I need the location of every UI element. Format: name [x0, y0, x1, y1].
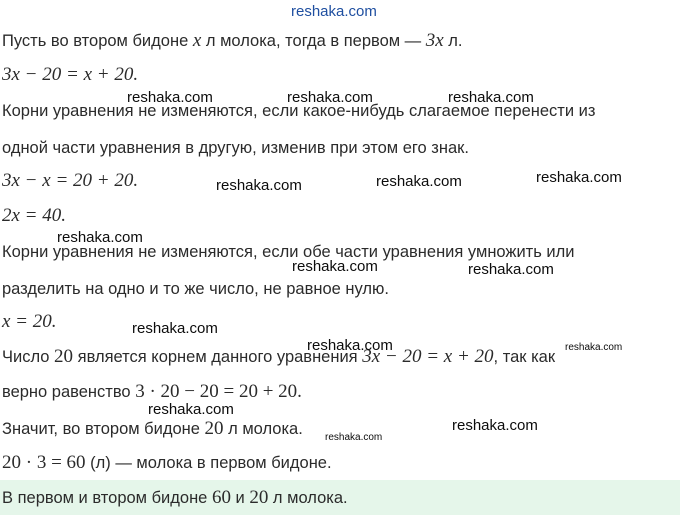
math-expr: 3x − 20 = x + 20	[362, 346, 494, 367]
text-line-11	[2, 382, 302, 402]
math-number: 20	[204, 418, 224, 439]
equation-1: 3x − 20 = x + 20.	[2, 64, 139, 85]
math-expr: 3 · 20 − 20 = 20 + 20.	[135, 381, 302, 402]
text: л молока.	[268, 489, 348, 507]
watermark: reshaka.com	[468, 261, 554, 278]
text: , так как	[493, 348, 556, 366]
answer-box	[0, 480, 680, 515]
text: (л) — молока в первом бидоне.	[85, 454, 332, 472]
text-line-13	[2, 453, 332, 473]
text: л.	[443, 32, 463, 50]
equation-2: 3x − x = 20 + 20.	[2, 170, 139, 191]
text-line-7: Корни уравнения не изменяются, если обе части уравнения умножить или	[2, 243, 575, 261]
math-expr: 3x	[425, 30, 444, 51]
text: В первом и втором бидоне	[2, 489, 212, 507]
equation-3: 2x = 40.	[2, 205, 67, 226]
watermark: reshaka.com	[292, 258, 378, 275]
math-expr: 20 · 3 = 60	[2, 452, 86, 473]
text: л молока, тогда в первом —	[201, 32, 426, 50]
watermark: reshaka.com	[448, 89, 534, 106]
text: является корнем данного уравнения	[73, 348, 363, 366]
text: верно равенство	[2, 383, 136, 401]
text: Число	[2, 348, 55, 366]
watermark: reshaka.com	[565, 342, 623, 353]
text-line-10	[2, 347, 555, 367]
watermark: reshaka.com	[216, 177, 302, 194]
watermark: reshaka.com	[325, 432, 383, 443]
watermark: reshaka.com	[148, 401, 234, 418]
math-number: 20	[249, 487, 269, 508]
watermark: reshaka.com	[287, 89, 373, 106]
answer-text	[2, 488, 348, 508]
equation-4: x = 20.	[2, 311, 57, 332]
watermark: reshaka.com	[57, 229, 143, 246]
text-line-8: разделить на одно и то же число, не равное нулю.	[2, 280, 389, 298]
watermark: reshaka.com	[376, 173, 462, 190]
watermark: reshaka.com	[132, 320, 218, 337]
math-var: x	[192, 30, 202, 51]
watermark: reshaka.com	[536, 169, 622, 186]
math-number: 60	[211, 487, 231, 508]
header-watermark: reshaka.com	[291, 3, 377, 20]
text: л молока.	[223, 420, 303, 438]
text-line-4: одной части уравнения в другую, изменив при этом его знак.	[2, 139, 469, 157]
watermark: reshaka.com	[452, 417, 538, 434]
text: Пусть во втором бидоне	[2, 32, 193, 50]
text-line-1	[2, 31, 463, 51]
watermark: reshaka.com	[127, 89, 213, 106]
watermark: reshaka.com	[307, 337, 393, 354]
text-line-12	[2, 419, 303, 439]
text: Значит, во втором бидоне	[2, 420, 205, 438]
text: и	[230, 489, 250, 507]
math-number: 20	[54, 346, 74, 367]
text-line-3: Корни уравнения не изменяются, если какое-нибудь слагаемое перенести из	[2, 102, 596, 120]
